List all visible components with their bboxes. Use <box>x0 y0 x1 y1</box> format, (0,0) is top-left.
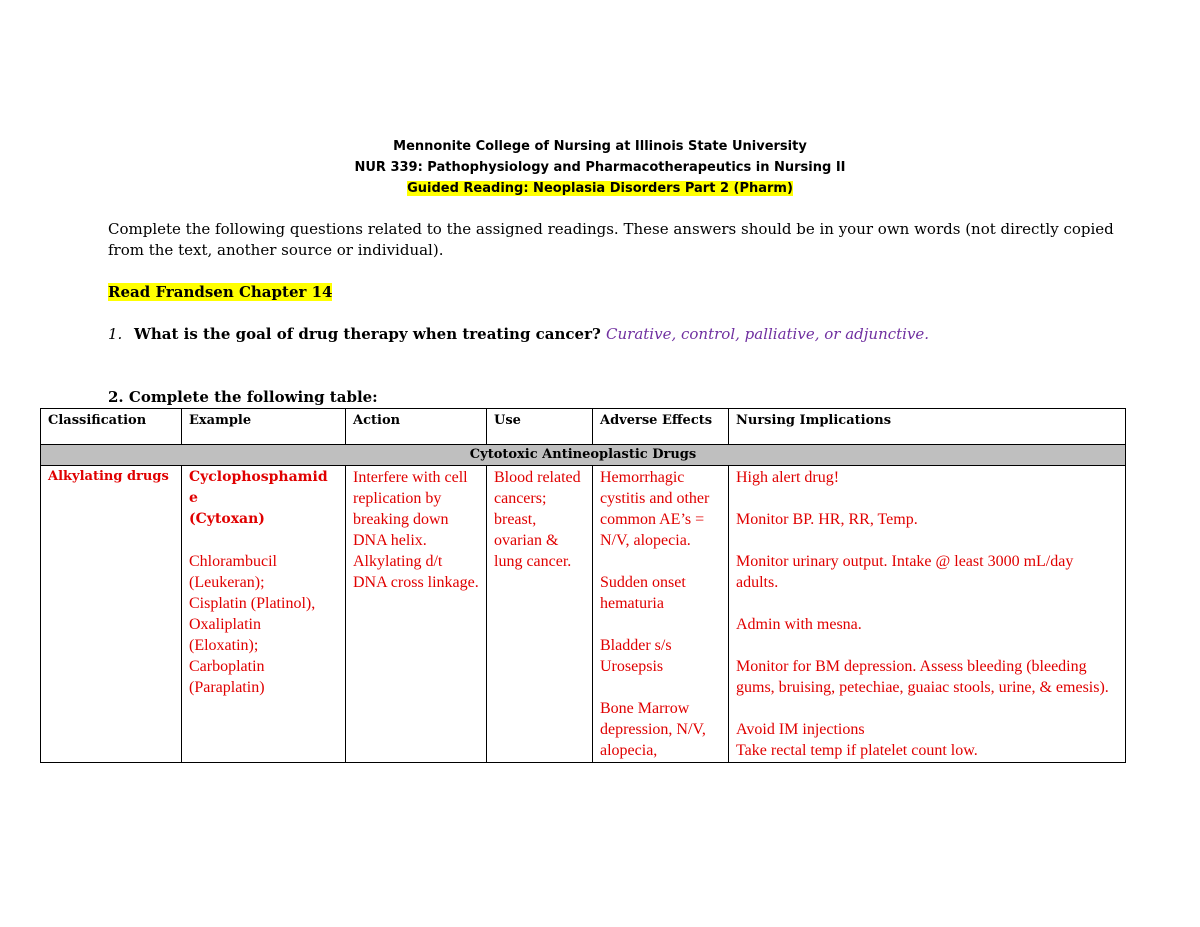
drug-table <box>40 408 1126 763</box>
section-row <box>41 445 1126 466</box>
header-use: Use <box>487 409 593 445</box>
nursing-item: Take rectal temp if platelet count low. <box>736 742 978 759</box>
nursing-item: Admin with mesna. <box>736 616 862 633</box>
use-cell: Blood related cancers; breast, ovarian & lung cancer. <box>487 466 593 763</box>
adverse-item: Bone Marrow depression, N/V, alopecia, <box>600 700 706 759</box>
example-cell <box>182 466 346 763</box>
question-1-answer: Curative, control, palliative, or adjunctive. <box>606 325 930 343</box>
action-cell: Interfere with cell replication by breaking down DNA helix. Alkylating d/t DNA cross linkage. <box>346 466 487 763</box>
example-line: Chlorambucil <box>189 553 277 570</box>
nursing-item: High alert drug! <box>736 469 840 486</box>
header-classification: Classification <box>41 409 182 445</box>
example-primary-name-wrap: e <box>189 490 198 506</box>
nursing-item: Monitor BP. HR, RR, Temp. <box>736 511 918 528</box>
example-line: Cisplatin (Platinol), <box>189 595 316 612</box>
question-1 <box>108 324 929 345</box>
example-line: (Eloxatin); <box>189 637 259 654</box>
adverse-item: Bladder s/s Urosepsis <box>600 637 672 675</box>
reading-assignment: Read Frandsen Chapter 14 <box>108 283 333 301</box>
nursing-item: Monitor for BM depression. Assess bleeding (bleeding gums, bruising, petechiae, guaiac stools, urine, & emesis). <box>736 658 1109 696</box>
example-line: (Paraplatin) <box>189 679 265 696</box>
table-row <box>41 466 1126 763</box>
header-action: Action <box>346 409 487 445</box>
example-primary-name: Cyclophosphamid <box>189 469 328 485</box>
adverse-effects-cell <box>593 466 729 763</box>
table-header-row <box>41 409 1126 445</box>
example-primary-brand: (Cytoxan) <box>189 511 265 527</box>
nursing-item: Avoid IM injections <box>736 721 865 738</box>
header-adverse-effects: Adverse Effects <box>593 409 729 445</box>
header-course: NUR 339: Pathophysiology and Pharmacotherapeutics in Nursing II <box>354 160 846 175</box>
header-nursing-implications: Nursing Implications <box>729 409 1126 445</box>
question-2: 2. Complete the following table: <box>108 388 378 406</box>
section-title: Cytotoxic Antineoplastic Drugs <box>41 445 1126 466</box>
document-header <box>0 136 1200 199</box>
example-line: (Leukeran); <box>189 574 265 591</box>
example-line: Carboplatin <box>189 658 265 675</box>
adverse-item: Sudden onset hematuria <box>600 574 686 612</box>
instructions: Complete the following questions related to the assigned readings. These answers should be in your own words (not directly copied from the text, another source or individual). <box>108 220 1114 259</box>
header-assignment-title: Guided Reading: Neoplasia Disorders Part 2 (Pharm) <box>407 181 793 196</box>
question-1-number: 1. <box>108 325 123 343</box>
classification-cell: Alkylating drugs <box>41 466 182 763</box>
header-example: Example <box>182 409 346 445</box>
example-line: Oxaliplatin <box>189 616 261 633</box>
header-college: Mennonite College of Nursing at Illinois State University <box>393 139 807 154</box>
nursing-implications-cell <box>729 466 1126 763</box>
question-1-text: What is the goal of drug therapy when treating cancer? <box>134 325 601 343</box>
adverse-item: Hemorrhagic cystitis and other common AE’s = N/V, alopecia. <box>600 469 710 549</box>
nursing-item: Monitor urinary output. Intake @ least 3000 mL/day adults. <box>736 553 1074 591</box>
